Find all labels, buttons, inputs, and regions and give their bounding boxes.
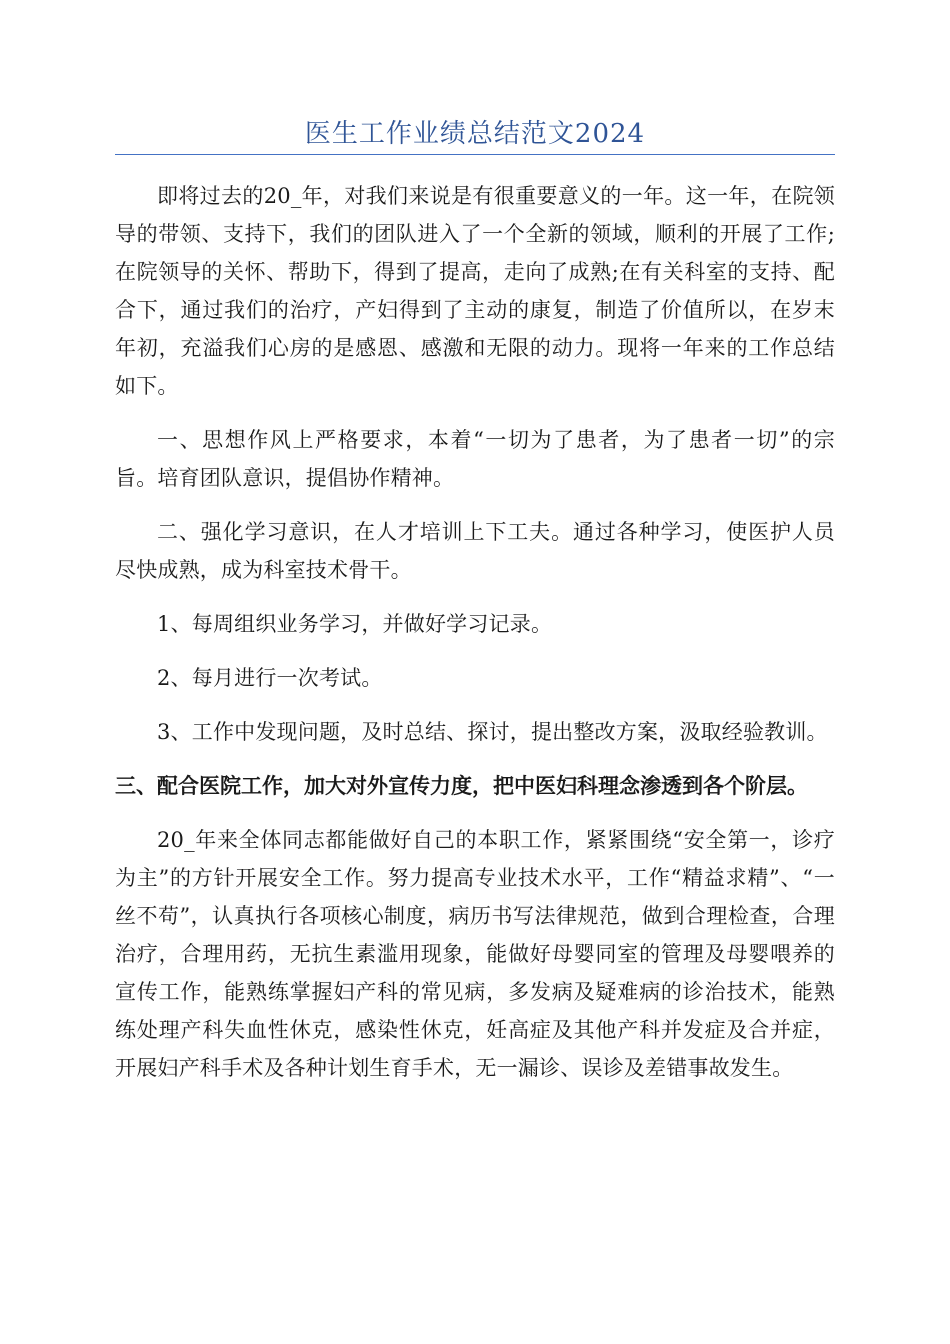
point-two-paragraph: 二、强化学习意识，在人才培训上下工夫。通过各种学习，使医护人员尽快成熟，成为科室技术骨干。 <box>115 520 835 582</box>
intro-paragraph: 即将过去的20_年，对我们来说是有很重要意义的一年。这一年，在院领导的带领、支持下，我们的团队进入了一个全新的领域，顺利的开展了工作;在院领导的关怀、帮助下，得到了提高，走向了成熟;在有关科室的支持、配合下，通过我们的治疗，产妇得到了主动的康复，制造了价值所以，在岁末年初，充溢我们心房的是感恩、感激和无限的动力。现将一年来的工作总结如下。 <box>115 184 835 398</box>
title-underline <box>115 154 835 155</box>
section-three-paragraph: 20_年来全体同志都能做好自己的本职工作，紧紧围绕“安全第一，诊疗为主”的方针开展安全工作。努力提高专业技术水平，工作“精益求精”、“一丝不苟”，认真执行各项核心制度，病历书写法律规范，做到合理检查，合理治疗，合理用药，无抗生素滥用现象，能做好母婴同室的管理及母婴喂养的宣传工作，能熟练掌握妇产科的常见病，多发病及疑难病的诊治技术，能熟练处理产科失血性休克，感染性休克，妊高症及其他产科并发症及合并症，开展妇产科手术及各种计划生育手术，无一漏诊、误诊及差错事故发生。 <box>115 828 835 1080</box>
list-item-2: 2、每月进行一次考试。 <box>157 666 383 690</box>
list-item-1: 1、每周组织业务学习，并做好学习记录。 <box>157 612 553 636</box>
document-title: 医生工作业绩总结范文2024 <box>304 119 646 149</box>
document-body <box>115 177 835 1087</box>
list-item-3: 3、工作中发现问题，及时总结、探讨，提出整改方案，汲取经验教训。 <box>157 720 828 744</box>
section-three-heading: 三、配合医院工作，加大对外宣传力度，把中医妇科理念渗透到各个阶层。 <box>115 774 808 798</box>
point-one-paragraph: 一、思想作风上严格要求，本着“一切为了患者，为了患者一切”的宗旨。培育团队意识，提倡协作精神。 <box>115 428 835 490</box>
document-page <box>115 0 835 1103</box>
